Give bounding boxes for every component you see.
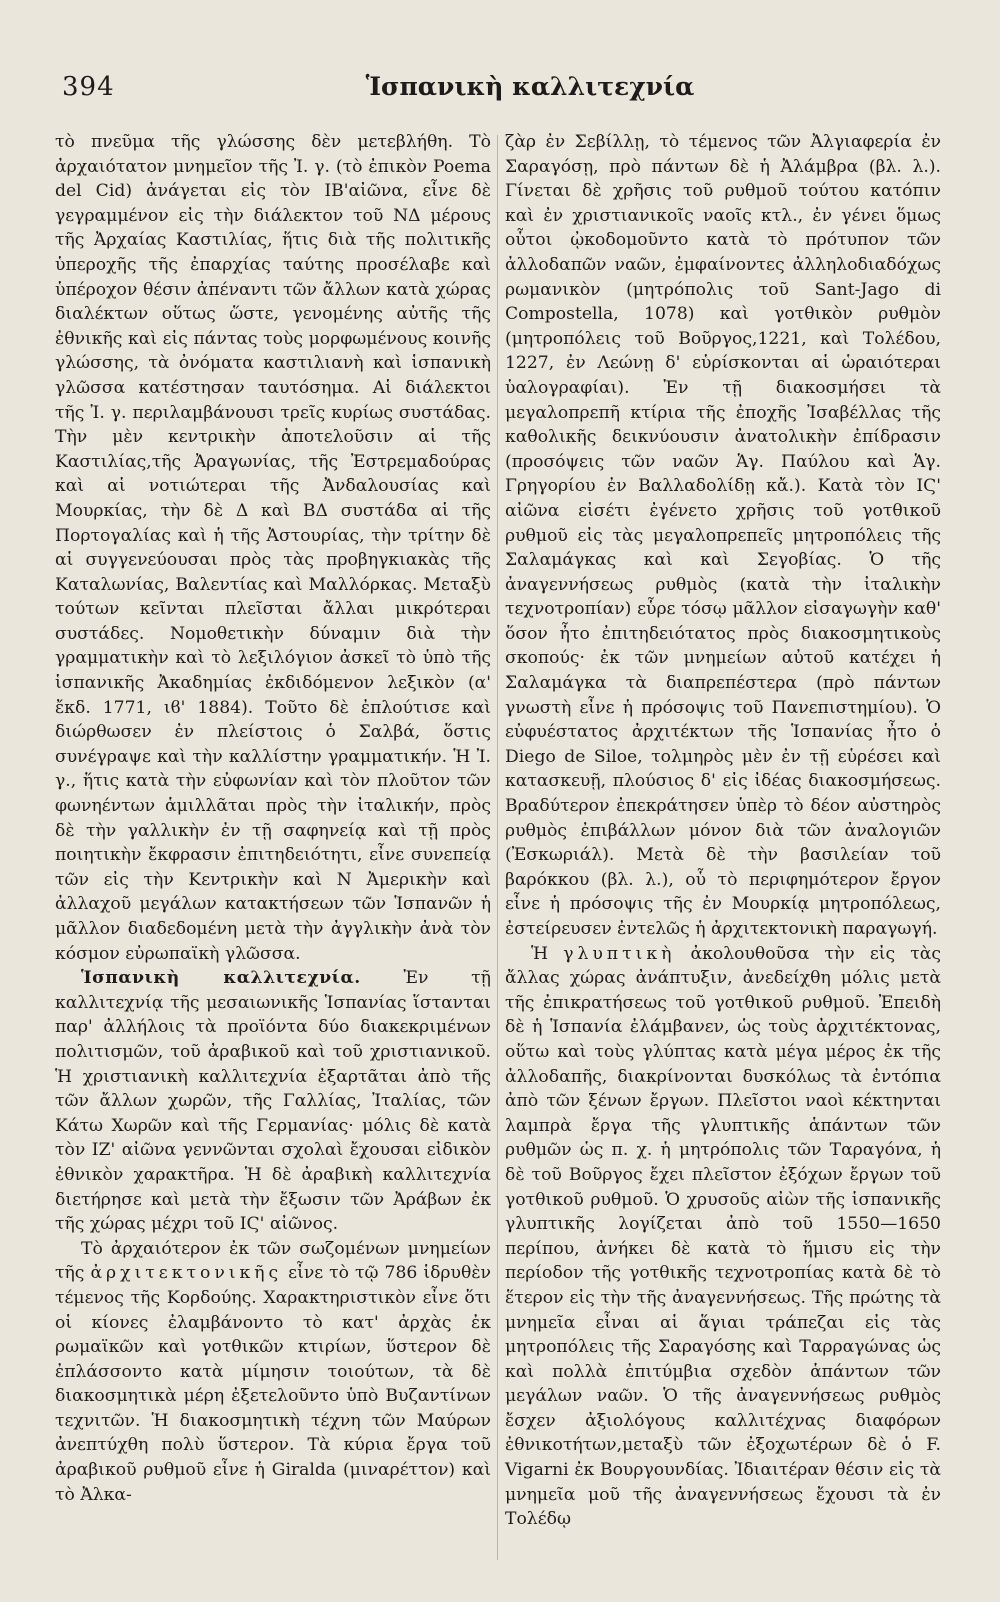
paragraph-sculpture bbox=[505, 942, 941, 1532]
left-column bbox=[55, 130, 491, 1507]
spaced-term: γλυπτικὴ bbox=[563, 943, 676, 964]
paragraph-language: τὸ πνεῦμα τῆς γλώσσης δὲν μετεβλήθη. Τὸ ἀρχαιότατον μνημεῖον τῆς Ἰ. γ. (τὸ ἐπικὸν Poema del Cid) ἀνάγεται εἰς τὸν ΙΒ'αἰῶνα, εἶνε δὲ γεγραμμένον εἰς τὴν διάλεκτον τοῦ ΝΔ μέρους τῆς Ἀρχαίας Καστιλίας, ἥτις διὰ τῆς πολιτικῆς ὑπεροχῆς τῆς ἐπαρχίας ταύτης προσέλαβε καὶ ὑπέροχον θέσιν ἀπέναντι τῶν ἄλλων κατὰ χώρας διαλέκτων οὕτως ὥστε, γενομένης αὐτῆς τῆς ἐθνικῆς καὶ εἰς πάντας τοὺς μορφωμένους κοινῆς γλώσσης, τὰ ὀνόματα καστιλιανὴ καὶ ἱσπανικὴ γλῶσσα κατέστησαν ταυτόσημα. Αἱ διάλεκτοι τῆς Ἰ. γ. περιλαμβάνουσι τρεῖς κυρίως συστάδας. Τὴν μὲν κεντρικὴν ἀποτελοῦσιν αἱ τῆς Καστιλίας,τῆς Ἀραγωνίας, τῆς Ἐστρεμαδούρας καὶ αἱ νοτιώτεραι τῆς Ἀνδαλουσίας καὶ Μουρκίας, τὴν δὲ Δ καὶ ΒΔ συστάδα αἱ τῆς Πορτογαλίας καὶ ἡ τῆς Ἀστουρίας, τὴν τρίτην δὲ αἱ συγγενεύουσαι πρὸς τὰς προβηγκιακὰς τῆς Καταλωνίας, Βαλεντίας καὶ Μαλλόρκας. Μεταξὺ τούτων κεῖνται πλεῖσται ἄλλαι μικρότεραι συστάδες. Νομοθετικὴν δύναμιν διὰ τὴν γραμματικὴν καὶ τὸ λεξιλόγιον ἀσκεῖ τὸ ὑπὸ τῆς ἱσπανικῆς Ἀκαδημίας ἐκδιδόμενον λεξικὸν (α' ἔκδ. 1771, ιϐ' 1884). Τοῦτο δὲ ἐπλούτισε καὶ διώρθωσεν ἐν πλείστοις ὁ Σαλβά, ὅστις συνέγραψε καὶ τὴν καλλίστην γραμματικήν. Ἡ Ἰ. γ., ἥτις κατὰ τὴν εὐφωνίαν καὶ τὸν πλοῦτον τῶν φωνηέντων ἁμιλλᾶται πρὸς τὴν ἰταλικήν, πρὸς δὲ τὴν γαλλικὴν ἐν τῇ σαφηνείᾳ καὶ τῇ πρὸς ποιητικὴν ἔκφρασιν ἐπιτηδειότητι, εἶνε συνεπείᾳ τῶν εἰς τὴν Κεντρικὴν καὶ Ν Ἀμερικὴν καὶ ἀλλαχοῦ μεγάλων κατακτήσεων τῶν Ἱσπανῶν ἡ μᾶλλον διαδεδομένη μετὰ τὴν ἀγγλικὴν ἀνὰ τὸν κόσμον εὐρωπαϊκὴ γλῶσσα. bbox=[55, 132, 491, 964]
paragraph-architecture-cont: ζὰρ ἐν Σεβίλλῃ, τὸ τέμενος τῶν Ἀλγιαφερία ἐν Σαραγόσῃ, πρὸ πάντων δὲ ἡ Ἀλάμβρα (βλ. λ.). Γίνεται δὲ χρῆσις τοῦ ρυθμοῦ τούτου κατόπιν καὶ ἐν χριστιανικοῖς ναοῖς κτλ., ἐν γένει ὅμως οὗτοι ᾠκοδομοῦντο κατὰ τὸ πρότυπον τῶν ἀλλοδαπῶν ναῶν, ἐμφαίνοντες ἀλληλοδιαδόχως ρωμανικὸν (μητρόπολις τοῦ Sant-Jago di Compostella, 1078) καὶ γοτθικὸν ρυθμὸν (μητροπόλεις τοῦ Βοῦργος,1221, καὶ Τολέδου, 1227, ἐν Λεώνῃ δ' εὑρίσκονται αἱ ὡραιότεραι ὑαλογραφίαι). Ἐν τῇ διακοσμήσει τὰ μεγαλοπρεπῆ κτίρια τῆς ἐποχῆς Ἰσαβέλλας τῆς καθολικῆς δεικνύουσιν ἀνατολικὴν ἐπίδρασιν (προσόψεις τῶν ναῶν Ἁγ. Παύλου καὶ Ἁγ. Γρηγορίου ἐν Βαλλαδολίδῃ κἄ.). Κατὰ τὸν ΙϚ' αἰῶνα εἰσέτι ἐγένετο χρῆσις τοῦ γοτθικοῦ ρυθμοῦ εἰς τὰς μεγαλοπρεπεῖς μητροπόλεις τῆς Σαλαμάγκας καὶ καὶ Σεγοβίας. Ὁ τῆς ἀναγεννήσεως ρυθμὸς (κατὰ τὴν ἰταλικὴν τεχνοτροπίαν) εὗρε τόσῳ μᾶλλον εἰσαγωγὴν καθ' ὅσον ἦτο ἐπιτηδειότατος πρὸς διακοσμητικοὺς σκοπούς· ἐκ τῶν μνημείων αὐτοῦ κατέχει ἡ Σαλαμάγκα τὰ διαπρεπέστερα (πρὸ πάντων γνωστὴ εἶνε ἡ πρόσοψις τοῦ Πανεπιστημίου). Ὁ εὐφυέστατος ἀρχιτέκτων τῆς Ἱσπανίας ἦτο ὁ Diego de Siloe, τολμηρὸς μὲν ἐν τῇ εὑρέσει καὶ κατασκευῇ, πλούσιος δ' εἰς ἰδέας διακοσμήσεως. Βραδύτερον ἐπεκράτησεν ὑπὲρ τὸ δέον αὐστηρὸς ρυθμὸς ἐπιβάλλων μόνον διὰ τῶν ἀναλογιῶν (Ἐσκωριάλ). Μετὰ δὲ τὴν βασιλείαν τοῦ βαρόκκου (βλ. λ.), οὗ τὸ περιφημότερον ἔργον εἶνε ἡ πρόσοψις τῆς ἐν Μουρκίᾳ μητροπόλεως, ἐστείρευσεν ἐντελῶς ἡ ἀρχιτεκτονικὴ παραγωγή. bbox=[505, 132, 941, 939]
page-number: 394 bbox=[62, 72, 115, 102]
paragraph-art-intro bbox=[55, 966, 491, 1237]
paragraph-art-text: Ἐν τῇ καλλιτεχνίᾳ τῆς μεσαιωνικῆς Ἱσπανίας ἵστανται παρ' ἀλλήλοις τὰ προϊόντα δύο διακεκριμένων πολιτισμῶν, τοῦ ἀραβικοῦ καὶ τοῦ χριστιανικοῦ. Ἡ χριστιανικὴ καλλιτεχνία ἐξαρτᾶται ἀπὸ τῆς τῶν ἄλλων χωρῶν, τῆς Γαλλίας, Ἰταλίας, τῶν Κάτω Χωρῶν καὶ τῆς Γερμανίας· μόλις δὲ κατὰ τὸν ΙΖ' αἰῶνα γεννῶνται σχολαὶ ἔχουσαι εἰδικὸν ἐθνικὸν χαρακτῆρα. Ἡ δὲ ἀραβικὴ καλλιτεχνία διετήρησε καὶ μετὰ τὴν ἔξωσιν τῶν Ἀράβων ἐκ τῆς χώρας μέχρι τοῦ ΙϚ' αἰῶνος. bbox=[55, 968, 491, 1235]
running-title: Ἱσπανικὴ καλλιτεχνία bbox=[365, 72, 695, 101]
paragraph-architecture bbox=[55, 1237, 491, 1508]
section-heading: Ἱσπανικὴ καλλιτεχνία. bbox=[81, 968, 361, 989]
paragraph-text: εἶνε τὸ τῷ 786 ἱδρυθὲν τέμενος τῆς Κορδούης. Χαρακτηριστικὸν εἶνε ὅτι οἱ κίονες ἐλαμβάνοντο τὸ κατ' ἀρχὰς ἐκ ρωμαϊκῶν καὶ γοτθικῶν κτιρίων, ὕστερον δὲ ἐπλάσσοντο κατὰ μίμησιν τοιούτων, τὰ δὲ διακοσμητικὰ μέρη ἐξετελοῦντο ὑπὸ Βυζαντίνων τεχνιτῶν. Ἡ διακοσμητικὴ τέχνη τῶν Μαύρων ἀνεπτύχθη πολὺ ὕστερον. Τὰ κύρια ἔργα τοῦ ἀραβικοῦ ρυθμοῦ εἶνε ἡ Giralda (μιναρέττον) καὶ τὸ Ἀλκα- bbox=[55, 1263, 491, 1505]
column-divider bbox=[497, 135, 498, 1560]
paragraph-text: Ἡ bbox=[531, 943, 549, 964]
paragraph-text: Τὸ ἀρχαιότερον ἐκ τῶν σωζομένων μνημείων τῆς bbox=[55, 1238, 491, 1284]
spaced-term: ἀρχιτεκτονικῆς bbox=[90, 1263, 283, 1284]
right-column bbox=[505, 130, 941, 1532]
paragraph-text: ἀκολουθοῦσα τὴν εἰς τὰς ἄλλας χώρας ἀνάπτυξιν, ἀνεδείχθη μόλις μετὰ τῆς ἐπικρατήσεως τοῦ γοτθικοῦ ρυθμοῦ. Ἐπειδὴ δὲ ἡ Ἱσπανία ἐλάμβανεν, ὡς τοὺς ἀρχιτέκτονας, οὕτω καὶ τοὺς γλύπτας κατὰ μέγα μέρος ἐκ τῆς ἀλλοδαπῆς, διακρίνονται δυσκόλως τὰ ἐντόπια ἀπὸ τῶν ξένων ἔργων. Πλεῖστοι ναοὶ κέκτηνται λαμπρὰ ἔργα τῆς γλυπτικῆς ἁπάντων τῶν ρυθμῶν ὡς π. χ. ἡ μητρόπολις τῶν Ταραγόνα, ἡ δὲ τοῦ Βοῦργος ἔχει πλεῖστον ἐξόχων ἔργων τοῦ γοτθικοῦ ρυθμοῦ. Ὁ χρυσοῦς αἰὼν τῆς ἱσπανικῆς γλυπτικῆς λογίζεται ἀπὸ τοῦ 1550—1650 περίπου, ἀνήκει δὲ κατὰ τὸ ἥμισυ εἰς τὴν περίοδον τῆς γοτθικῆς τεχνοτροπίας κατὰ δὲ τὸ ἕτερον εἰς τὴν τῆς ἀναγεννήσεως. Τῆς πρώτης τὰ μνημεῖα εἶναι αἱ ἅγιαι τράπεζαι εἰς τὰς μητροπόλεις τῆς Σαραγόσης καὶ Ταρραγώνας ὡς καὶ πολλὰ ἐπιτύμβια σχεδὸν ἁπάντων τῶν μεγάλων ναῶν. Ὁ τῆς ἀναγεννήσεως ρυθμὸς ἔσχεν ἀξιολόγους καλλιτέχνας διαφόρων ἐθνικοτήτων,μεταξὺ τῶν ἐξοχωτέρων δὲ ὁ F. Vigarni ἐκ Βουργουνδίας. Ἰδιαιτέραν θέσιν εἰς τὰ μνημεῖα μοῦ τῆς ἀναγεννήσεως ἔχουσι τὰ ἐν Τολέδῳ bbox=[505, 943, 941, 1530]
